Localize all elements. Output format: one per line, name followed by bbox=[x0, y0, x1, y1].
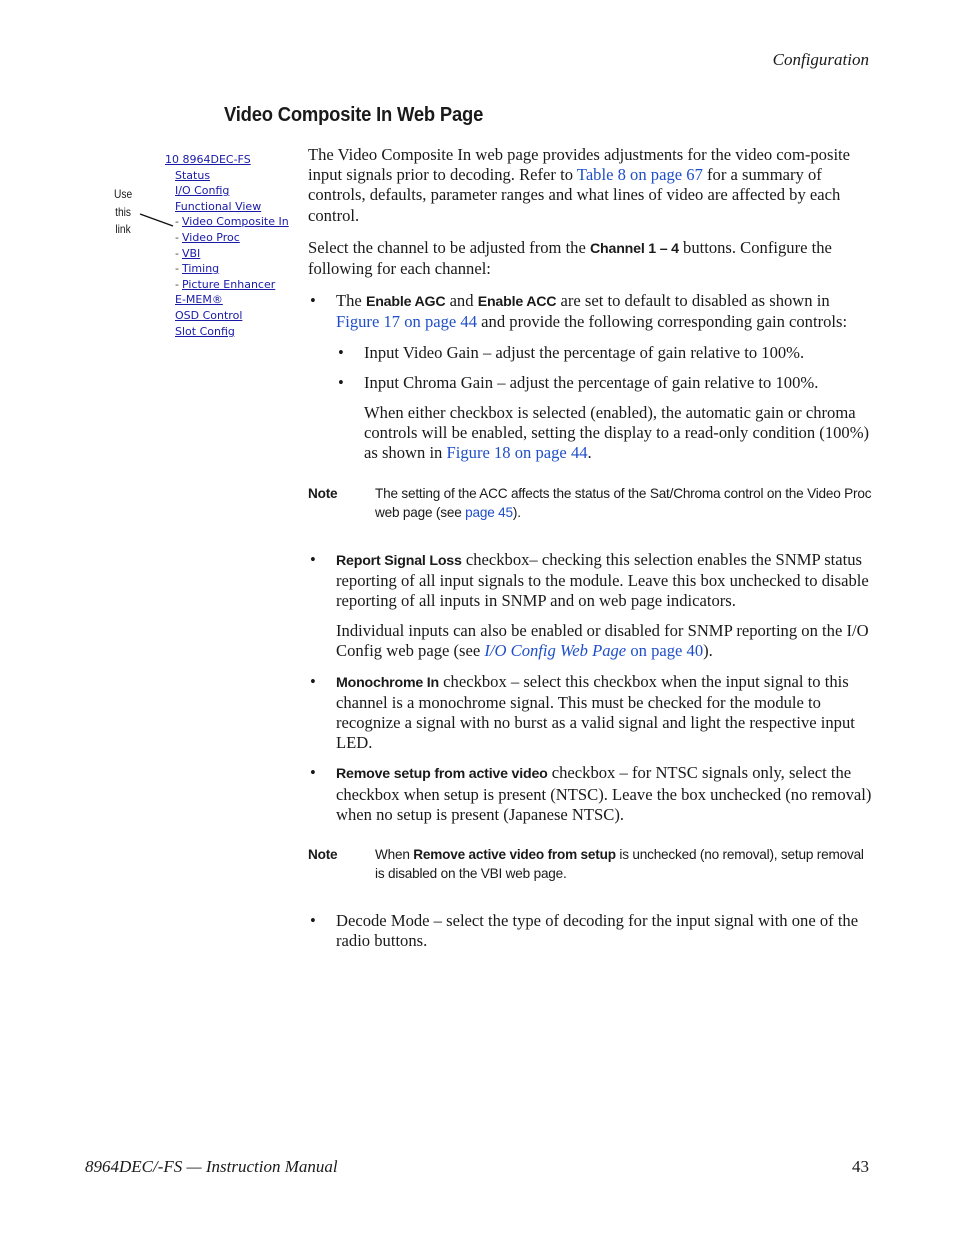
nav-tree-dash: - bbox=[175, 246, 179, 260]
nav-tree-item[interactable] bbox=[160, 261, 300, 277]
enable-acc-keyword: Enable ACC bbox=[477, 294, 557, 311]
bullet-list-3 bbox=[308, 911, 872, 951]
intro-text: buttons. Configure the following for each channel: bbox=[308, 237, 832, 279]
enable-agc-keyword: Enable AGC bbox=[365, 294, 446, 311]
nav-tree-link[interactable]: Picture Enhancer bbox=[181, 277, 276, 291]
nav-tree-item[interactable] bbox=[160, 246, 300, 262]
nav-tree-item[interactable] bbox=[160, 230, 300, 246]
table-8-link[interactable]: Table 8 on page 67 bbox=[576, 165, 703, 185]
para-text: Individual inputs can also be enabled or disabled for SNMP reporting on the I/O Config web page (see bbox=[336, 621, 869, 661]
note-body: ). bbox=[512, 504, 521, 520]
footer-manual-title: 8964DEC/-FS — Instruction Manual bbox=[85, 1157, 338, 1176]
nav-tree-item[interactable] bbox=[160, 308, 300, 324]
nav-tree-item[interactable] bbox=[160, 324, 300, 340]
bullet-report-signal-loss bbox=[308, 550, 872, 662]
intro-text: The Video Composite In web page provides adjustments for the video com-posite input signals prior to decoding. Refer to bbox=[308, 145, 851, 185]
note-text bbox=[375, 845, 872, 883]
intro-text: for a summary of controls, defaults, parameter ranges and what lines of video are affected by each control. bbox=[308, 165, 841, 225]
channel-keyword: Channel 1 – 4 bbox=[590, 240, 679, 257]
individual-inputs-paragraph bbox=[336, 621, 872, 661]
note-body: is unchecked (no removal), setup removal is disabled on the VBI web page. bbox=[375, 847, 864, 882]
para-text: When either checkbox is selected (enabled), the automatic gain or chroma controls will be enabled, setting the display to a read-only condition (100%) as shown in bbox=[364, 403, 870, 463]
sub-bullet-list bbox=[336, 343, 872, 393]
nav-tree-item[interactable] bbox=[160, 183, 300, 199]
nav-tree-link[interactable]: VBI bbox=[181, 246, 201, 260]
nav-tree-link[interactable]: I/O Config bbox=[175, 184, 230, 198]
nav-tree-link[interactable]: OSD Control bbox=[175, 308, 243, 322]
note-body: The setting of the ACC affects the status of the Sat/Chroma control on the Video Proc web page (see bbox=[375, 485, 872, 520]
nav-tree-item[interactable] bbox=[160, 277, 300, 293]
remove-active-video-keyword: Remove active video from setup bbox=[413, 847, 616, 863]
checkbox-enabled-paragraph bbox=[336, 403, 872, 464]
nav-tree-item[interactable] bbox=[160, 168, 300, 184]
sub-bullet-chroma-gain: • Input Chroma Gain – adjust the percentage of gain relative to 100%. bbox=[336, 373, 872, 393]
bullet-text: and provide the following corresponding gain controls: bbox=[477, 312, 848, 332]
callout-line-1: Use bbox=[113, 187, 133, 201]
callout-pointer-line bbox=[138, 212, 178, 230]
nav-tree-link[interactable]: E-MEM® bbox=[175, 293, 223, 307]
intro-text: Select the channel to be adjusted from the bbox=[308, 237, 590, 257]
bullet-text: checkbox– checking this selection enables the SNMP status reporting of all input signals to the module. Leave this box unchecked to disable reporting of all inputs in SNMP and on web page indicators. bbox=[336, 549, 869, 611]
page-40-link[interactable]: on page 40 bbox=[626, 641, 704, 661]
nav-tree-dash: - bbox=[175, 277, 179, 291]
intro-paragraph-1 bbox=[308, 145, 872, 226]
nav-tree-item[interactable] bbox=[160, 214, 300, 230]
section-title: Video Composite In Web Page bbox=[224, 104, 484, 126]
bullet-monochrome-in bbox=[308, 672, 872, 754]
monochrome-in-keyword: Monochrome In bbox=[336, 674, 440, 691]
callout-line-2: this bbox=[115, 204, 131, 219]
nav-tree-link[interactable]: 10 8964DEC-FS bbox=[165, 153, 251, 166]
nav-tree-link[interactable]: Timing bbox=[181, 262, 220, 276]
nav-tree-dash: - bbox=[175, 215, 179, 229]
para-text: ). bbox=[703, 641, 713, 661]
note-text bbox=[375, 484, 872, 522]
report-signal-loss-keyword: Report Signal Loss bbox=[336, 552, 462, 569]
body-column bbox=[308, 145, 872, 961]
nav-tree-item[interactable] bbox=[160, 152, 300, 168]
nav-tree-dash: - bbox=[175, 230, 179, 244]
bullet-remove-setup bbox=[308, 763, 872, 825]
page-45-link[interactable]: page 45 bbox=[465, 504, 513, 520]
bullet-list-2 bbox=[308, 550, 872, 825]
sub-bullet-video-gain: • Input Video Gain – adjust the percentage of gain relative to 100%. bbox=[336, 343, 872, 363]
bullet-text: The bbox=[336, 291, 366, 311]
figure-17-link[interactable]: Figure 17 on page 44 bbox=[336, 312, 478, 332]
note-label: Note bbox=[308, 847, 338, 863]
bullet-list-1 bbox=[308, 291, 872, 463]
use-this-link-callout bbox=[112, 186, 134, 239]
nav-tree-link[interactable]: Status bbox=[175, 168, 211, 182]
note-label: Note bbox=[308, 485, 338, 501]
nav-tree-link[interactable]: Video Composite In bbox=[181, 215, 289, 229]
nav-tree-link[interactable]: Video Proc bbox=[181, 230, 240, 244]
nav-tree-dash: - bbox=[175, 262, 179, 276]
footer-page-number: 43 bbox=[852, 1157, 869, 1176]
nav-tree-link[interactable]: Functional View bbox=[175, 199, 262, 213]
nav-tree bbox=[160, 152, 300, 339]
bullet-text: checkbox – select this checkbox when the input signal to this channel is a monochrome signal. This must be checked for the module to recognize a signal with no burst as a valid signal and light the respective input LED. bbox=[336, 671, 855, 753]
io-config-web-page-link[interactable]: I/O Config Web Page bbox=[484, 641, 627, 661]
bullet-text: and bbox=[445, 291, 478, 311]
nav-tree-item[interactable] bbox=[160, 199, 300, 215]
callout-line-3: link bbox=[115, 222, 131, 236]
note-remove-setup bbox=[308, 845, 872, 883]
nav-tree-item[interactable] bbox=[160, 292, 300, 308]
nav-tree-link[interactable]: Slot Config bbox=[175, 324, 235, 338]
figure-18-link[interactable]: Figure 18 on page 44 bbox=[446, 443, 588, 463]
running-head: Configuration bbox=[772, 50, 869, 69]
note-body: When bbox=[375, 847, 414, 863]
bullet-enable-agc-acc bbox=[308, 291, 872, 463]
bullet-decode-mode: • Decode Mode – select the type of decoding for the input signal with one of the radio buttons. bbox=[308, 911, 872, 951]
para-text: . bbox=[587, 443, 592, 463]
intro-paragraph-2 bbox=[308, 238, 872, 279]
bullet-text: checkbox – for NTSC signals only, select the checkbox when setup is present (NTSC). Leave the box unchecked (no removal) when no setup is present (Japanese NTSC). bbox=[336, 763, 872, 824]
bullet-text: are set to default to disabled as shown in bbox=[556, 291, 830, 311]
remove-setup-keyword: Remove setup from active video bbox=[336, 766, 548, 783]
note-acc bbox=[308, 484, 872, 522]
